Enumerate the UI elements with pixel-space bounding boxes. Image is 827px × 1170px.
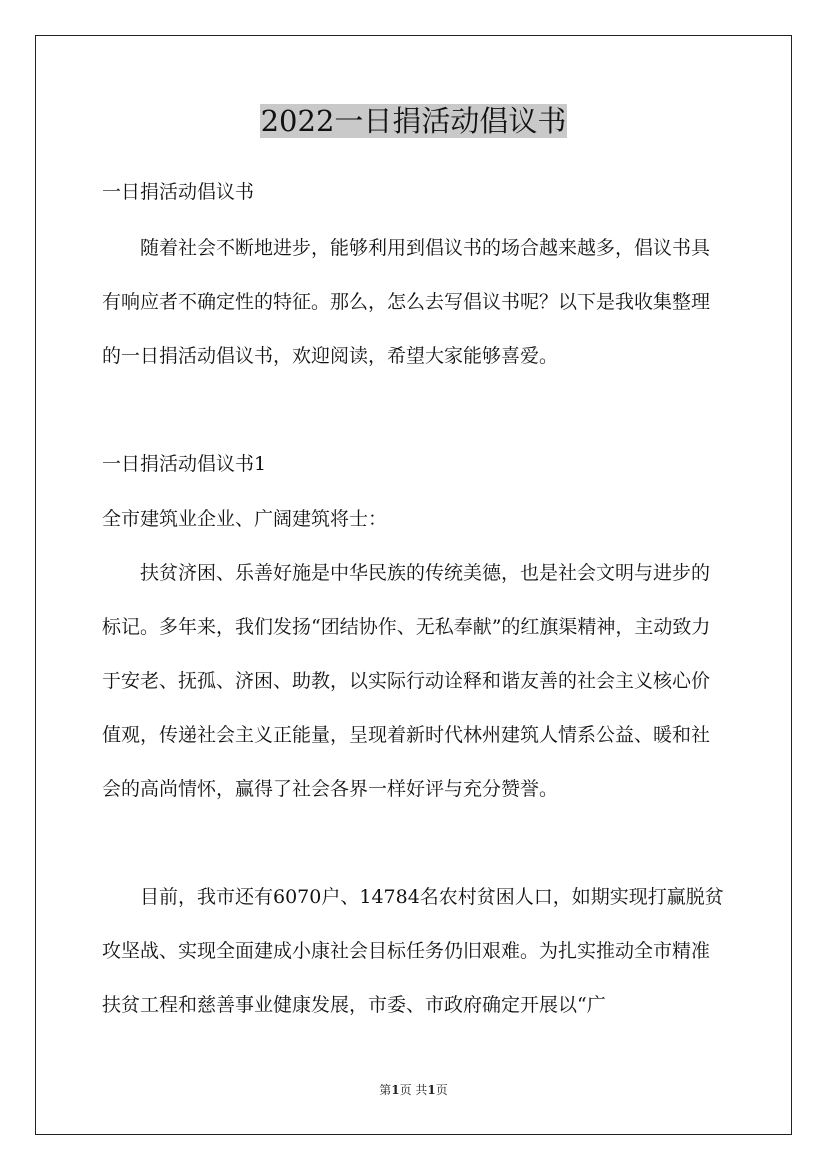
document-title: [0, 99, 827, 143]
section-heading: 一日捐活动倡议书1: [102, 453, 267, 475]
document-title-text: 2022一日捐活动倡议书: [260, 104, 567, 138]
intro-paragraph: 随着社会不断地进步，能够利用到倡议书的场合越来越多，倡议书具有响应者不确定性的特征。那么，怎么去写倡议书呢？以下是我收集整理的一日捐活动倡议书，欢迎阅读，希望大家能够喜爱。: [102, 237, 711, 367]
footer-page-total: 1: [427, 1083, 436, 1097]
document-subtitle: 一日捐活动倡议书: [102, 181, 255, 203]
footer-page-suffix: 页: [435, 1083, 448, 1097]
paragraph-1: 扶贫济困、乐善好施是中华民族的传统美德，也是社会文明与进步的标记。多年来，我们发扬“团结协作、无私奉献”的红旗渠精神，主动致力于安老、抚孤、济困、助教，以实际行动诠释和谐友善的社会主义核心价值观，传递社会主义正能量，呈现着新时代林州建筑人情系公益、暖和社会的高尚情怀，赢得了社会各界一样好评与充分赞誉。: [102, 562, 711, 800]
footer-page-current: 1: [391, 1083, 400, 1097]
salutation: 全市建筑业企业、广阔建筑将士：: [102, 508, 388, 530]
footer-page-mid: 页 共: [399, 1083, 428, 1097]
page-footer: [0, 1082, 827, 1098]
paragraph-2: 目前，我市还有6070户、14784名农村贫困人口，如期实现打赢脱贫攻坚战、实现全面建成小康社会目标任务仍旧艰难。为扎实推动全市精准扶贫工程和慈善事业健康发展，市委、市政府确定开展以“广: [102, 886, 724, 1016]
footer-page-prefix: 第: [379, 1083, 392, 1097]
